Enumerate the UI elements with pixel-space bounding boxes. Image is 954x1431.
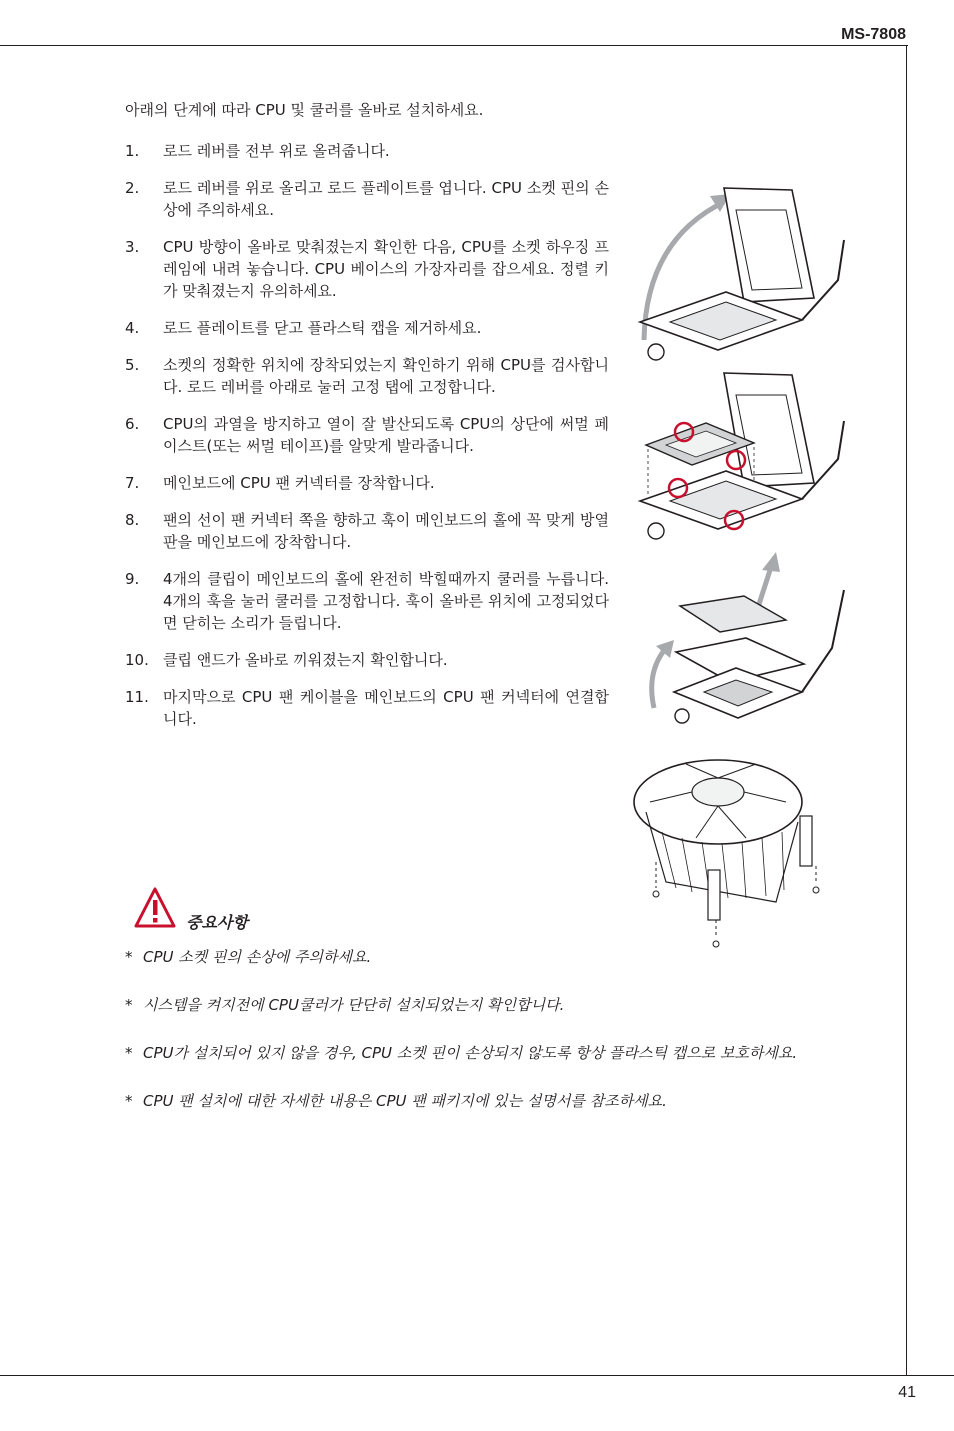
plate-closing-illustration [626,548,856,728]
step-2 [125,177,609,221]
step-1 [125,140,609,162]
step-9 [125,568,609,634]
removed-cap [680,596,786,632]
step-number: 3. [125,238,140,256]
step-3 [125,236,609,302]
step-number: 5. [125,356,140,374]
step-text: 로드 레버를 전부 위로 올려줍니다. [163,142,390,160]
header-rule [0,45,908,46]
plastic-cap [648,344,664,360]
step-text: 4개의 클립이 메인보드의 홀에 완전히 박힐때까지 쿨러를 누릅니다. 4개의 훅을 눌러 쿨러를 고정합니다. 훅이 올바른 위치에 고정되었다면 닫히는 소리가 들립니다. [163,570,609,632]
step-11 [125,686,609,730]
note-bullet: * [125,996,133,1014]
step-number: 9. [125,570,140,588]
mount-hole [653,891,659,897]
plastic-cap [648,523,664,539]
note-bullet: * [125,1044,133,1062]
step-text: 마지막으로 CPU 팬 케이블을 메인보드의 CPU 팬 커넥터에 연결합니다. [163,688,609,728]
note-text: CPU 소켓 핀의 손상에 주의하세요. [143,948,372,966]
cooler-illustration [626,752,856,952]
step-text: CPU 방향이 올바로 맞춰졌는지 확인한 다음, CPU를 소켓 하우징 프레임에 내려 놓습니다. CPU 베이스의 가장자리를 잡으세요. 정렬 키가 맞춰졌는지 유의하세요. [163,238,609,300]
load-lever [802,590,844,692]
step-8 [125,509,609,553]
important-title: 중요사항 [186,913,248,932]
push-pin [708,870,720,920]
fan-hub [692,778,744,806]
note-item [125,1042,851,1064]
note-text: 시스템을 켜지전에 CPU쿨러가 단단히 설치되었는지 확인합니다. [143,996,565,1014]
page-number: 41 [898,1384,916,1401]
note-text: CPU가 설치되어 있지 않을 경우, CPU 소켓 핀이 손상되지 않도록 항상 플라스틱 캡으로 보호하세요. [143,1044,798,1062]
step-number: 4. [125,319,140,337]
installation-steps [125,140,609,745]
step-10 [125,649,609,671]
note-item [125,1090,851,1112]
warning-icon [134,886,176,930]
step-number: 10. [125,651,149,669]
push-pin [800,816,812,866]
side-rule [906,45,907,1375]
step-number: 7. [125,474,140,492]
step-number: 1. [125,142,140,160]
step-text: 로드 레버를 위로 올리고 로드 플레이트를 엽니다. CPU 소켓 핀의 손상에 주의하세요. [163,179,609,219]
socket-open-illustration [626,180,856,370]
mount-hole [813,887,819,893]
step-text: 클립 앤드가 올바로 끼워졌는지 확인합니다. [163,651,448,669]
cpu-placement-illustration [626,365,856,545]
lift-arrow-head [762,552,780,572]
plastic-cap [675,709,689,723]
step-number: 2. [125,179,140,197]
step-text: CPU의 과열을 방지하고 열이 잘 발산되도록 CPU의 상단에 써멀 페이스트(또는 써멀 테이프)를 알맞게 발라줍니다. [163,415,609,455]
step-4 [125,317,609,339]
model-number: MS-7808 [841,26,906,43]
step-number: 11. [125,688,149,706]
step-number: 6. [125,415,140,433]
step-6 [125,413,609,457]
important-heading [134,886,434,932]
note-item [125,994,851,1016]
step-text: 소켓의 정확한 위치에 장착되었는지 확인하기 위해 CPU를 검사합니다. 로드 레버를 아래로 눌러 고정 탭에 고정합니다. [163,356,609,396]
close-arrow-curve [652,648,666,708]
intro-text: 아래의 단계에 따라 CPU 및 쿨러를 올바로 설치하세요. [125,101,484,119]
step-text: 팬의 선이 팬 커넥터 쪽을 향하고 훅이 메인보드의 홀에 꼭 맞게 방열판을 메인보드에 장착합니다. [163,511,609,551]
note-item [125,946,851,968]
note-bullet: * [125,1092,133,1110]
footer-rule [0,1375,954,1376]
step-text: 로드 플레이트를 닫고 플라스틱 캡을 제거하세요. [163,319,482,337]
step-7 [125,472,609,494]
important-notes [125,946,851,1138]
note-bullet: * [125,948,133,966]
load-plate [724,188,814,302]
step-number: 8. [125,511,140,529]
step-5 [125,354,609,398]
note-text: CPU 팬 설치에 대한 자세한 내용은 CPU 팬 패키지에 있는 설명서를 참조하세요. [143,1092,667,1110]
step-text: 메인보드에 CPU 팬 커넥터를 장착합니다. [163,474,435,492]
